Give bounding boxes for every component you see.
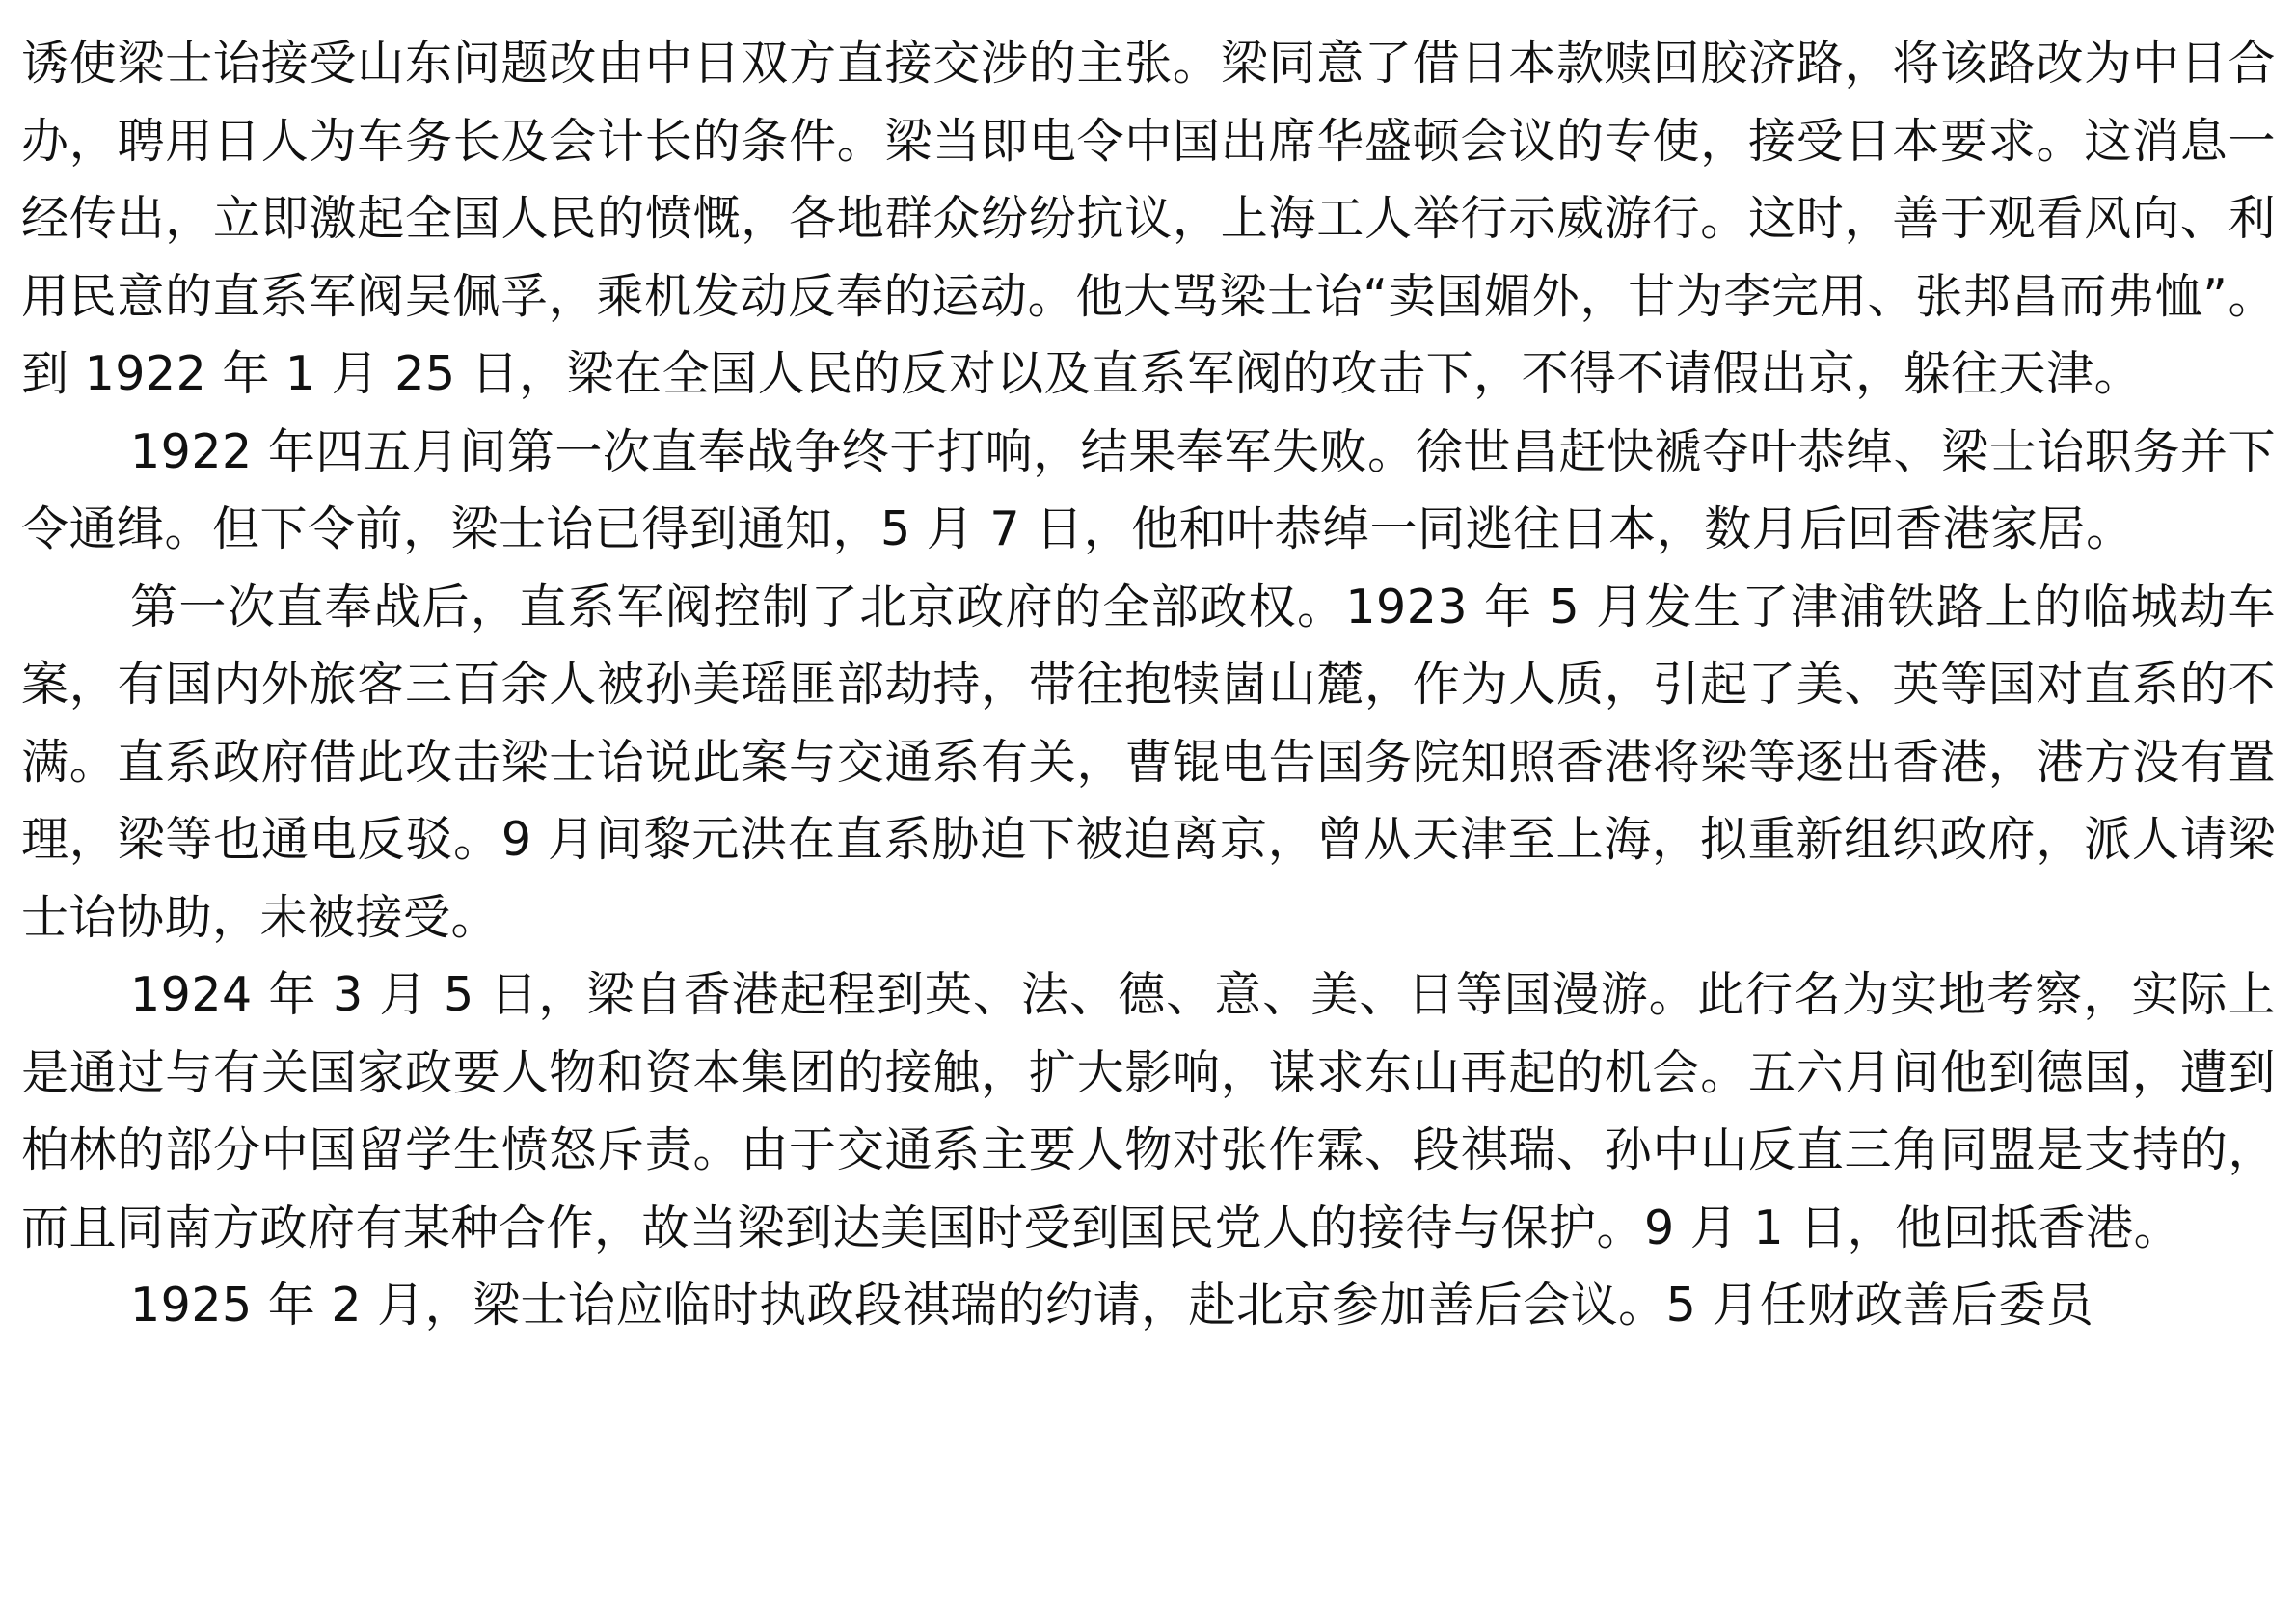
paragraph-4: 1924 年 3 月 5 日，梁自香港起程到英、法、德、意、美、日等国漫游。此行名为实地考察，实际上是通过与有关国家政要人物和资本集团的接触，扩大影响，谋求东山再起的机会。五六月间他到德国，遭到柏林的部分中国留学生愤怒斥责。由于交通系主要人物对张作霖、段祺瑞、孙中山反直三角同盟是支持的，而且同南方政府有某种合作，故当梁到达美国时受到国民党人的接待与保护。9 月 1 日，他回抵香港。 <box>21 967 2276 1255</box>
document-page <box>21 25 2276 1345</box>
paragraph-1: 诱使梁士诒接受山东问题改由中日双方直接交涉的主张。梁同意了借日本款赎回胶济路，将该路改为中日合办，聘用日人为车务长及会计长的条件。梁当即电令中国出席华盛顿会议的专使，接受日本要求。这消息一经传出，立即激起全国人民的愤慨，各地群众纷纷抗议，上海工人举行示威游行。这时，善于观看风向、利用民意的直系军阀吴佩孚，乘机发动反奉的运动。他大骂梁士诒“卖国媚外，甘为李完用、张邦昌而弗恤”。到 1922 年 1 月 25 日，梁在全国人民的反对以及直系军阀的攻击下，不得不请假出京，躲往天津。 <box>21 36 2276 401</box>
paragraph-2: 1922 年四五月间第一次直奉战争终于打响，结果奉军失败。徐世昌赶快褫夺叶恭绰、梁士诒职务并下令通缉。但下令前，梁士诒已得到通知，5 月 7 日，他和叶恭绰一同逃往日本，数月后回香港家居。 <box>21 423 2276 556</box>
paragraph-5: 1925 年 2 月，梁士诒应临时执政段祺瑞的约请，赴北京参加善后会议。5 月任财政善后委员 <box>130 1278 2094 1333</box>
paragraph-3: 第一次直奉战后，直系军阀控制了北京政府的全部政权。1923 年 5 月发生了津浦铁路上的临城劫车案，有国内外旅客三百余人被孙美瑶匪部劫持，带往抱犊崮山麓，作为人质，引起了美、英等国对直系的不满。直系政府借此攻击梁士诒说此案与交通系有关，曹锟电告国务院知照香港将梁等逐出香港，港方没有置理，梁等也通电反驳。9 月间黎元洪在直系胁迫下被迫离京，曾从天津至上海，拟重新组织政府，派人请梁士诒协助，未被接受。 <box>21 579 2276 945</box>
